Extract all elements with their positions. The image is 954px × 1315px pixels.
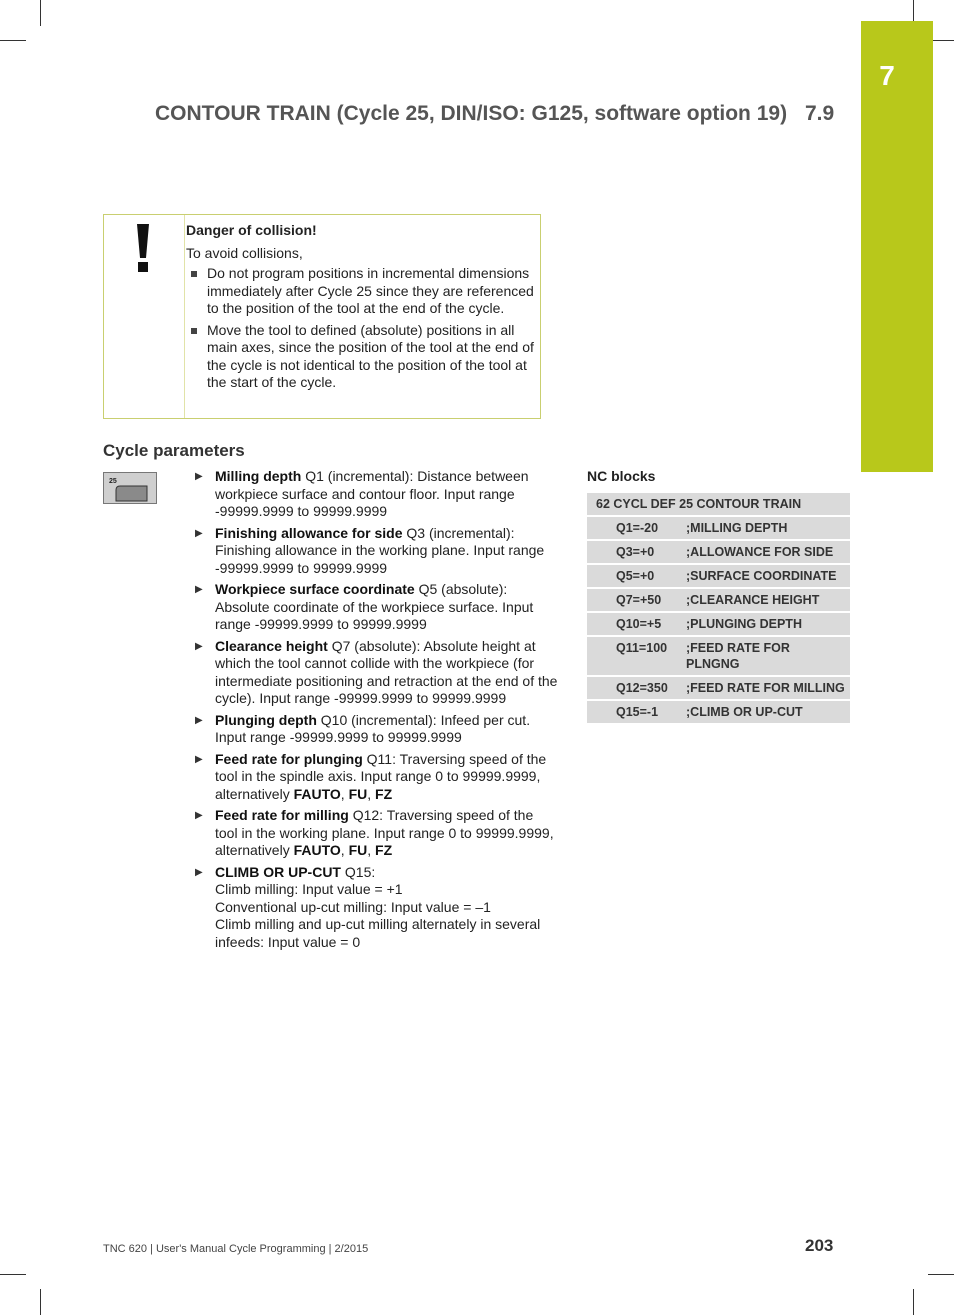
bullet-arrow-icon: ▶ [195,714,203,726]
param-item [193,468,558,521]
warning-intro: To avoid collisions, [186,244,303,261]
param-name: Milling depth [215,468,302,484]
nc-comment: ;MILLING DEPTH [682,517,850,539]
warning-content [186,222,534,396]
bullet-arrow-icon: ▶ [195,753,203,765]
param-option: FZ [375,785,393,802]
param-name: Clearance height [215,637,328,654]
parameter-list [193,468,558,955]
nc-param: Q5=+0 [587,565,682,587]
param-text: Q12: Traversing speed of the tool in the working plane. Input range 0 to 99999.9999, alternatively [215,807,554,858]
section-number: 7.9 [805,102,835,125]
param-option: FU [348,842,368,858]
bullet-arrow-icon: ▶ [195,866,203,878]
param-text: Q11: Traversing speed of the tool in the spindle axis. Input range 0 to 99999.9999, alternatively [215,750,547,802]
crop-mark [40,1289,41,1315]
warning-item: Do not program positions in incremental dimensions immediately after Cycle 25 since they are referenced to the position of the tool at the end of the cycle. [186,265,534,318]
cycle-25-icon [104,473,156,503]
param-item [193,638,558,708]
crop-mark [0,1274,26,1275]
nc-param: Q15=-1 [587,701,682,723]
table-row [587,589,850,611]
param-item [193,581,558,634]
nc-comment: ;SURFACE COORDINATE [682,565,850,587]
param-name: Plunging depth [215,711,317,728]
nc-blocks-table [587,491,850,725]
param-name: CLIMB OR UP-CUT [215,863,341,880]
section-heading: Cycle parameters [103,441,245,460]
bullet-arrow-icon: ▶ [195,810,203,821]
param-item [193,525,558,578]
table-row [587,565,850,587]
bullet-arrow-icon: ▶ [195,584,203,595]
table-row [587,613,850,635]
exclamation-icon [133,222,153,274]
param-text: Q15: [341,863,376,880]
param-item [193,864,558,952]
crop-mark [40,0,41,26]
param-name: Feed rate for milling [215,807,349,823]
param-item [193,712,558,747]
param-name: Finishing allowance for side [215,524,403,541]
param-text: Q1 (incremental): Distance between workpiece surface and contour floor. Input range -99999.9999 to 99999.9999 [215,468,529,519]
nc-comment: ;ALLOWANCE FOR SIDE [682,541,850,563]
table-row [587,541,850,563]
page-number: 203 [805,1236,834,1255]
nc-param: Q3=+0 [587,541,682,563]
nc-comment: ;FEED RATE FOR MILLING [682,677,850,699]
param-line: Climb milling and up-cut milling alternately in several infeeds: Input value = 0 [215,916,541,950]
table-row [587,677,850,699]
bullet-arrow-icon: ▶ [195,471,203,482]
table-row [587,701,850,723]
nc-comment: ;PLUNGING DEPTH [682,613,850,635]
chapter-title: CONTOUR TRAIN (Cycle 25, DIN/ISO: G125, software option 19) [155,102,788,125]
crop-mark [913,1289,914,1315]
param-option: FAUTO [293,842,341,858]
table-row [587,493,850,515]
cycle-25-softkey [103,472,157,504]
param-item: ▶ Feed rate for milling Q12: Traversing speed of the tool in the working plane. Input range 0 to 99999.9999, alternatively FAUTO, FU, FZ [195,807,554,858]
warning-title: Danger of collision! [186,222,317,238]
param-name: Workpiece surface coordinate [215,581,415,597]
warning-list [186,265,534,392]
nc-param: Q12=350 [587,677,682,699]
footer-text: TNC 620 | User's Manual Cycle Programming | 2/2015 [103,1243,369,1255]
nc-param: Q10=+5 [587,613,682,635]
nc-blocks-heading: NC blocks [587,468,656,484]
bullet-arrow-icon: ▶ [195,640,203,652]
nc-cycle-def: 62 CYCL DEF 25 CONTOUR TRAIN [587,493,850,515]
bullet-arrow-icon: ▶ [195,527,203,539]
table-row [587,637,850,675]
warning-divider [184,215,185,418]
crop-mark [928,1274,954,1275]
nc-comment: ;CLIMB OR UP-CUT [682,701,850,723]
nc-param: Q7=+50 [587,589,682,611]
nc-param: Q11=100 [587,637,682,675]
param-text: Q10 (incremental): Infeed per cut. Input range -99999.9999 to 99999.9999 [215,711,531,745]
param-text: Q3 (incremental): Finishing allowance in the working plane. Input range -99999.9999 to 99999.9999 [215,524,545,576]
softkey-label: 25 [109,478,117,485]
nc-comment: ;FEED RATE FOR PLNGNG [682,637,850,675]
table-row [587,517,850,539]
param-item: ▶ Feed rate for plunging Q11: Traversing speed of the tool in the spindle axis. Input range 0 to 99999.9999, alternatively FAUTO, FU, FZ [195,750,547,802]
param-text: Q5 (absolute): Absolute coordinate of the workpiece surface. Input range -99999.9999 to 99999.9999 [215,581,534,632]
param-line: Conventional up-cut milling: Input value = –1 [215,898,491,915]
param-option: FAUTO [293,785,341,802]
param-line: Climb milling: Input value = +1 [215,881,403,897]
warning-item: Move the tool to defined (absolute) positions in all main axes, since the position of the tool at the end of the cycle is not identical to the position of the tool at the start of the cycle. [186,322,534,392]
param-option: FZ [375,842,393,858]
chapter-number: 7 [879,60,895,91]
nc-comment: ;CLEARANCE HEIGHT [682,589,850,611]
nc-param: Q1=-20 [587,517,682,539]
param-option: FU [348,785,368,802]
param-name: Feed rate for plunging [215,750,363,767]
param-text: Q7 (absolute): Absolute height at which the tool cannot collide with the workpiece (for intermediate positioning and retraction at the end of the cycle). Input range -99999.9999 to 99999.9999 [215,637,558,706]
crop-mark [0,40,26,41]
